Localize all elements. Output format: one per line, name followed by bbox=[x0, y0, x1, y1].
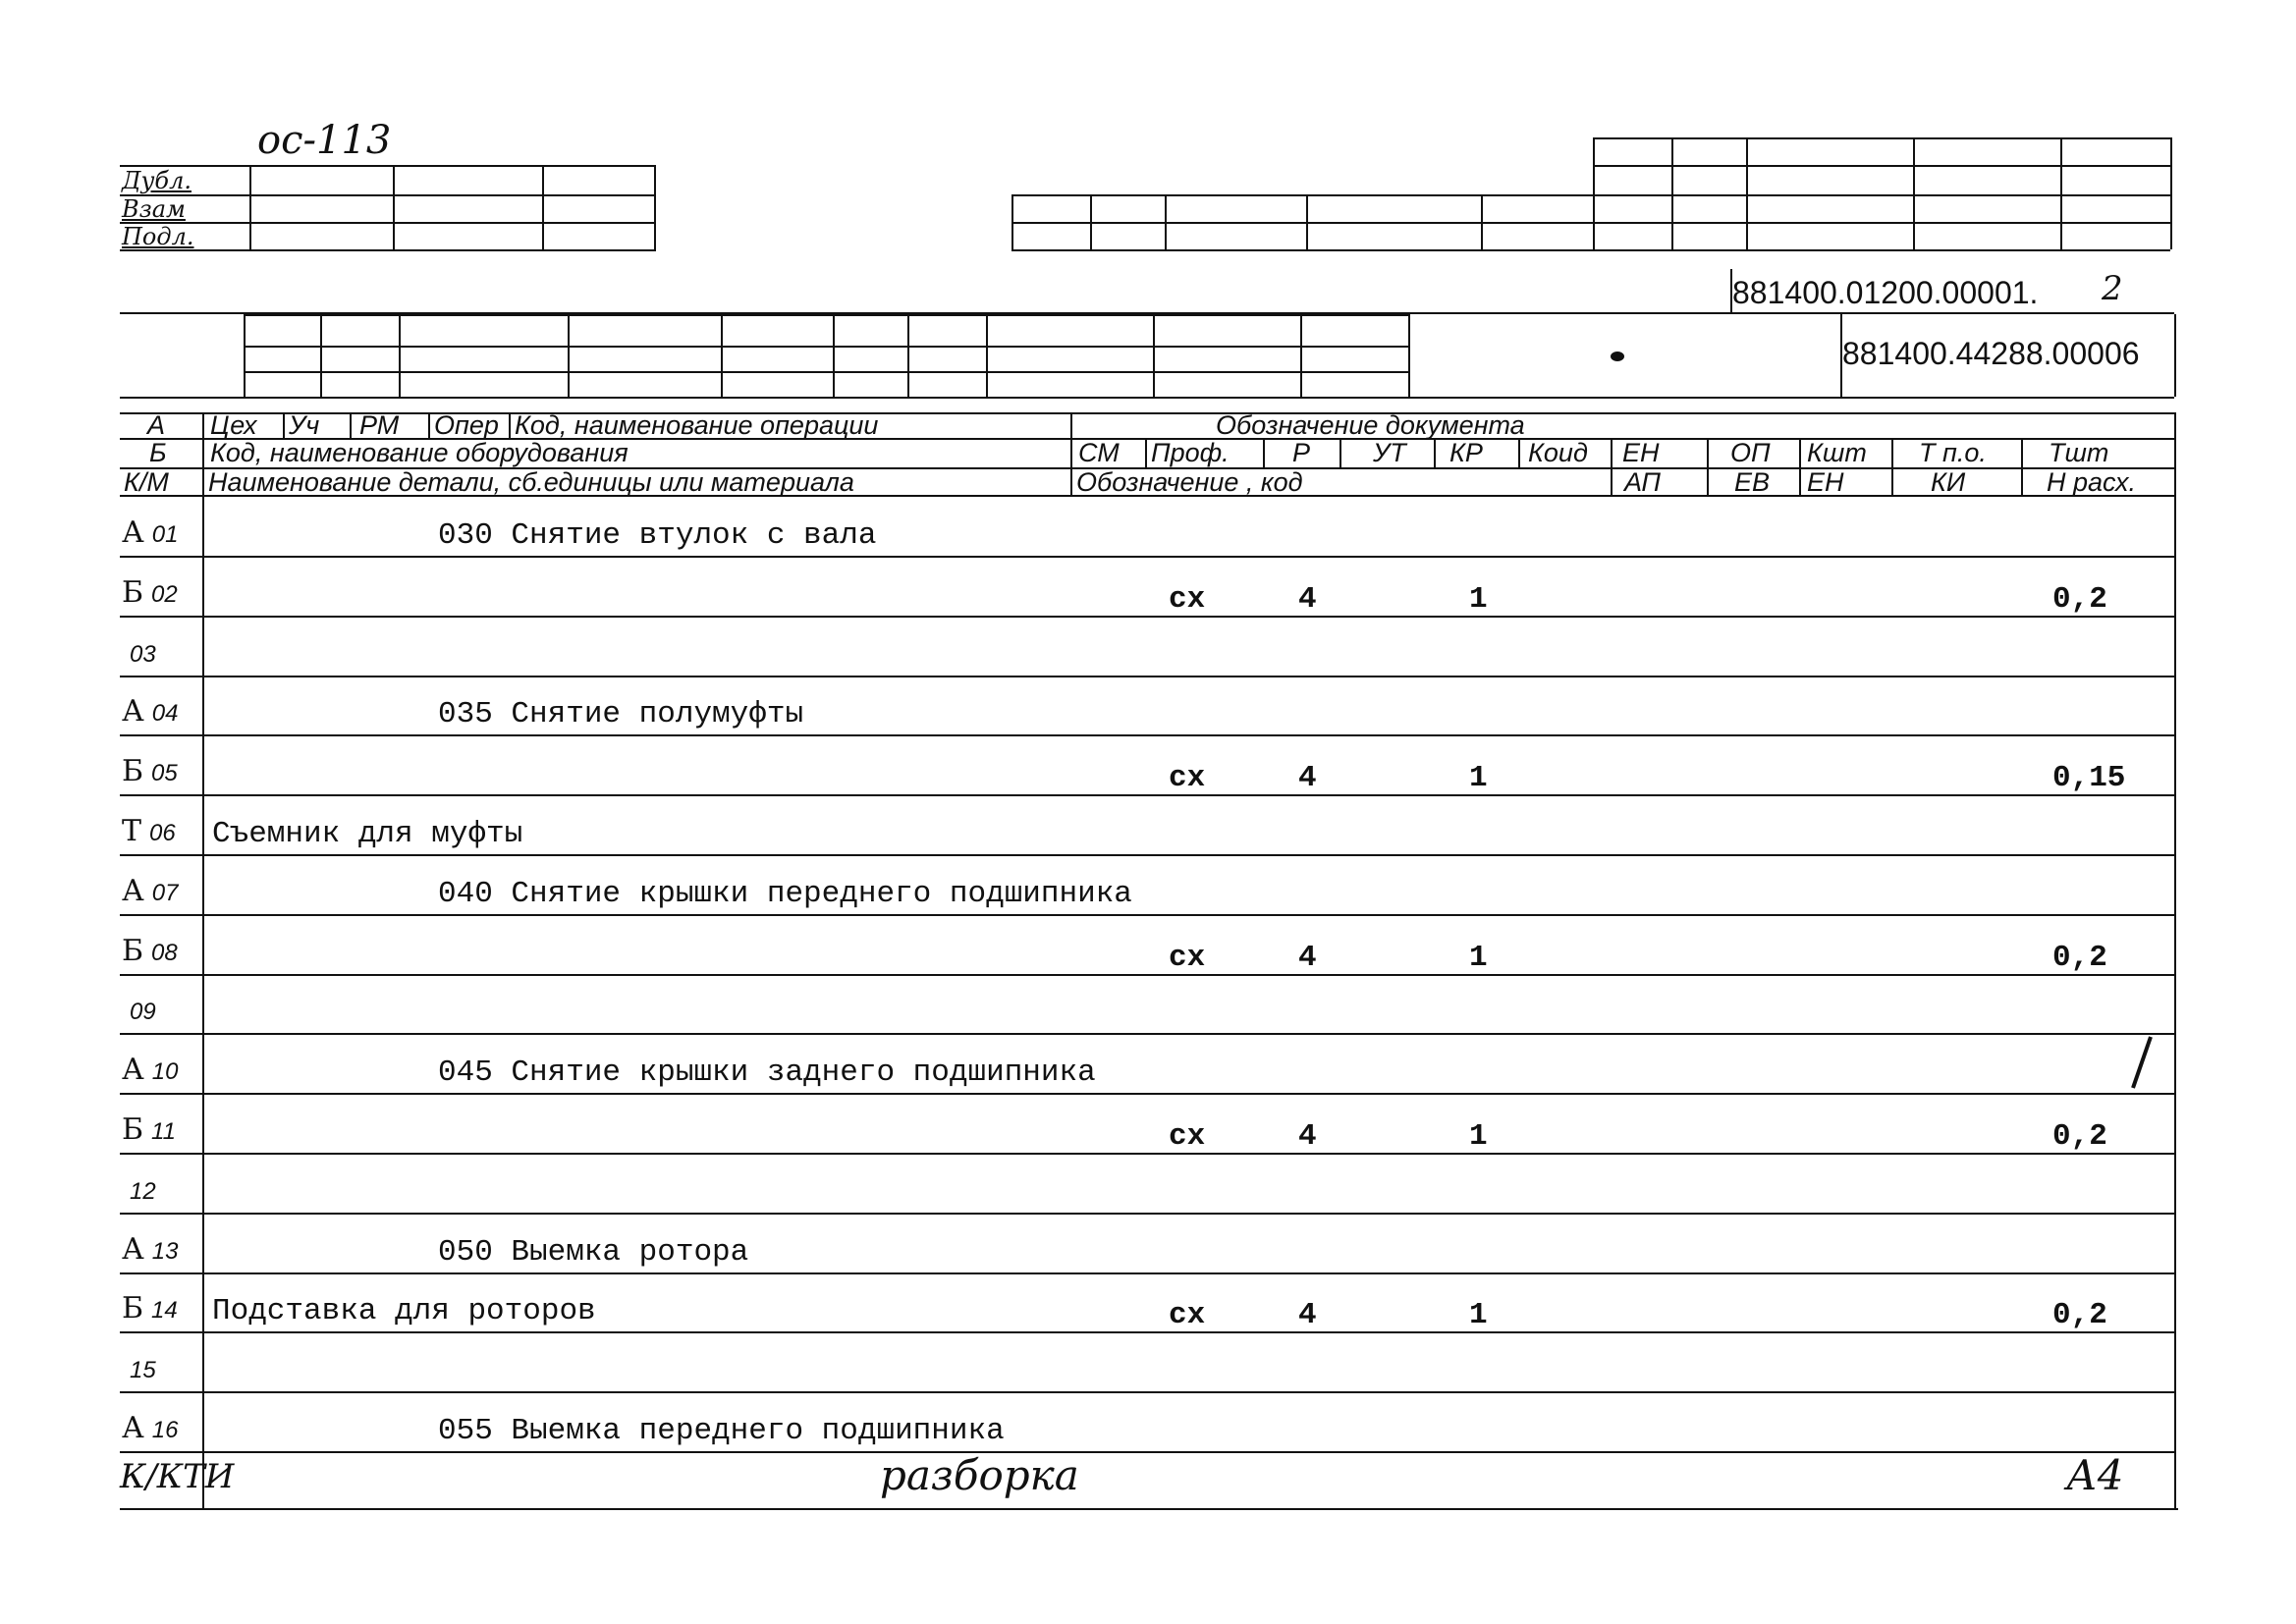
row-label bbox=[122, 1053, 179, 1087]
row-text: Съемник для муфты bbox=[212, 817, 523, 851]
cell-sm: сх bbox=[1169, 1119, 1206, 1154]
row-number: 04 bbox=[151, 700, 179, 727]
format-label: А4 bbox=[2066, 1451, 2124, 1499]
top-note: ос-113 bbox=[257, 118, 392, 163]
row-type: Б bbox=[122, 1291, 144, 1326]
row-type: Б bbox=[122, 575, 144, 610]
cell-kr: 1 bbox=[1469, 582, 1488, 617]
row-number: 12 bbox=[130, 1178, 156, 1205]
cell-r: 4 bbox=[1298, 1298, 1317, 1332]
row-label bbox=[122, 1175, 156, 1205]
side-label-podl: Подл. bbox=[122, 223, 194, 250]
hdr-col-en2: ЕН bbox=[1807, 467, 1844, 497]
hdr-doc-designation: Обозначение документа bbox=[1216, 410, 1525, 440]
row-label bbox=[122, 575, 178, 610]
cell-kr: 1 bbox=[1469, 1119, 1488, 1154]
row-label bbox=[122, 1291, 178, 1326]
cell-kr: 1 bbox=[1469, 941, 1488, 975]
row-separator bbox=[120, 734, 2174, 736]
row-type: А bbox=[122, 694, 144, 729]
row-separator bbox=[120, 974, 2174, 976]
side-label-vzam: Взам bbox=[122, 195, 186, 223]
cell-r: 4 bbox=[1298, 941, 1317, 975]
hdr-col-tsekh: Цех bbox=[210, 410, 257, 440]
row-type: Б bbox=[122, 934, 144, 968]
cell-r: 4 bbox=[1298, 1119, 1317, 1154]
row-type: А bbox=[122, 1232, 144, 1267]
operation-text: 035 Снятие полумуфты bbox=[438, 697, 804, 731]
row-number: 16 bbox=[151, 1417, 179, 1443]
row-label bbox=[122, 874, 179, 908]
hdr-col-ki: КИ bbox=[1931, 467, 1966, 497]
cell-tsht: 0,15 bbox=[2052, 761, 2126, 795]
hdr-col-ap: АП bbox=[1624, 467, 1661, 497]
hdr-row-b-label: Б bbox=[149, 438, 167, 467]
hdr-col-ut: УТ bbox=[1373, 438, 1406, 467]
row-type: А bbox=[122, 515, 144, 550]
doc-code-2: 881400.44288.00006 bbox=[1842, 336, 2140, 371]
row-separator bbox=[120, 1391, 2174, 1393]
row-separator bbox=[120, 1213, 2174, 1215]
row-number: 08 bbox=[151, 940, 178, 966]
row-number: 13 bbox=[151, 1238, 179, 1265]
row-type: А bbox=[122, 1411, 144, 1445]
row-number: 09 bbox=[130, 999, 156, 1025]
hdr-col-sm: СМ bbox=[1078, 438, 1120, 467]
row-type: Б bbox=[122, 754, 144, 788]
row-text: Подставка для роторов bbox=[212, 1294, 596, 1328]
operation-text: 040 Снятие крышки переднего подшипника bbox=[438, 877, 1132, 911]
operation-text: 050 Выемка ротора bbox=[438, 1235, 749, 1270]
row-separator bbox=[120, 1033, 2174, 1035]
row-label bbox=[122, 515, 179, 550]
row-number: 10 bbox=[151, 1058, 179, 1085]
hdr-col-oper: Опер bbox=[434, 410, 499, 440]
cell-r: 4 bbox=[1298, 761, 1317, 795]
side-label-dubl: Дубл. bbox=[122, 167, 191, 194]
row-label bbox=[122, 1354, 156, 1383]
row-number: 01 bbox=[151, 521, 179, 548]
row-label bbox=[122, 1112, 176, 1147]
cell-tsht: 0,2 bbox=[2052, 1119, 2107, 1154]
hdr-part-name: Наименование детали, сб.единицы или материала bbox=[208, 467, 854, 497]
row-number: 15 bbox=[130, 1357, 156, 1383]
cell-sm: сх bbox=[1169, 582, 1206, 617]
row-label bbox=[122, 1232, 179, 1267]
hdr-row-a-label: А bbox=[147, 410, 166, 440]
hdr-equipment: Код, наименование оборудования bbox=[210, 438, 629, 467]
row-type: А bbox=[122, 874, 144, 908]
hdr-col-tsht: Тшт bbox=[2049, 438, 2109, 467]
stamp-kkti: К/КТИ bbox=[120, 1457, 235, 1496]
row-number: 11 bbox=[151, 1118, 176, 1145]
hdr-col-operation-name: Код, наименование операции bbox=[515, 410, 879, 440]
row-separator bbox=[120, 1451, 2174, 1453]
operation-text: 045 Снятие крышки заднего подшипника bbox=[438, 1056, 1096, 1090]
row-label bbox=[122, 814, 176, 848]
row-separator bbox=[120, 676, 2174, 677]
operation-text: 030 Снятие втулок с вала bbox=[438, 518, 877, 553]
row-label bbox=[122, 694, 179, 729]
cell-sm: сх bbox=[1169, 941, 1206, 975]
row-number: 03 bbox=[130, 641, 156, 668]
hdr-col-nrash: Н расх. bbox=[2047, 467, 2136, 497]
row-type: Т bbox=[122, 814, 142, 848]
row-separator bbox=[120, 854, 2174, 856]
hdr-col-prof: Проф. bbox=[1151, 438, 1230, 467]
doc-code-1-suffix: 2 bbox=[2102, 269, 2123, 308]
row-separator bbox=[120, 1272, 2174, 1274]
row-label bbox=[122, 638, 156, 668]
hdr-col-en: ЕН bbox=[1622, 438, 1660, 467]
row-number: 14 bbox=[151, 1297, 178, 1324]
hdr-col-ksht: Кшт bbox=[1807, 438, 1867, 467]
row-separator bbox=[120, 794, 2174, 796]
row-number: 07 bbox=[151, 880, 179, 906]
footer-title: разборка bbox=[880, 1451, 1079, 1499]
row-separator bbox=[120, 556, 2174, 558]
cell-tsht: 0,2 bbox=[2052, 1298, 2107, 1332]
hdr-col-rm: РМ bbox=[359, 410, 400, 440]
row-number: 06 bbox=[149, 820, 176, 846]
hdr-row-km-label: К/М bbox=[124, 467, 169, 497]
row-type: А bbox=[122, 1053, 144, 1087]
row-number: 05 bbox=[151, 760, 178, 786]
row-number: 02 bbox=[151, 581, 178, 608]
row-separator bbox=[120, 1153, 2174, 1155]
cell-kr: 1 bbox=[1469, 761, 1488, 795]
cell-tsht: 0,2 bbox=[2052, 941, 2107, 975]
row-label bbox=[122, 1411, 179, 1445]
row-separator bbox=[120, 914, 2174, 916]
hdr-col-ev: ЕВ bbox=[1734, 467, 1771, 497]
doc-code-1: 881400.01200.00001. bbox=[1732, 275, 2039, 310]
hdr-col-kr: КР bbox=[1449, 438, 1483, 467]
operation-text: 055 Выемка переднего подшипника bbox=[438, 1414, 1005, 1448]
hdr-col-r: Р bbox=[1292, 438, 1311, 467]
row-label bbox=[122, 754, 178, 788]
cell-tsht: 0,2 bbox=[2052, 582, 2107, 617]
row-separator bbox=[120, 1331, 2174, 1333]
hdr-col-op: ОП bbox=[1730, 438, 1771, 467]
cell-kr: 1 bbox=[1469, 1298, 1488, 1332]
row-label bbox=[122, 996, 156, 1025]
cell-sm: сх bbox=[1169, 1298, 1206, 1332]
hdr-col-koid: Коид bbox=[1528, 438, 1588, 467]
row-separator bbox=[120, 1093, 2174, 1095]
cell-sm: сх bbox=[1169, 761, 1206, 795]
pen-check-mark bbox=[2121, 1033, 2160, 1092]
hdr-col-uch: Уч bbox=[289, 410, 320, 440]
cell-r: 4 bbox=[1298, 582, 1317, 617]
arrow-mark bbox=[1611, 352, 1624, 361]
hdr-designation-code: Обозначение , код bbox=[1076, 467, 1303, 497]
row-label bbox=[122, 934, 178, 968]
row-separator bbox=[120, 616, 2174, 618]
hdr-col-tpo: Т п.о. bbox=[1919, 438, 1987, 467]
row-type: Б bbox=[122, 1112, 144, 1147]
